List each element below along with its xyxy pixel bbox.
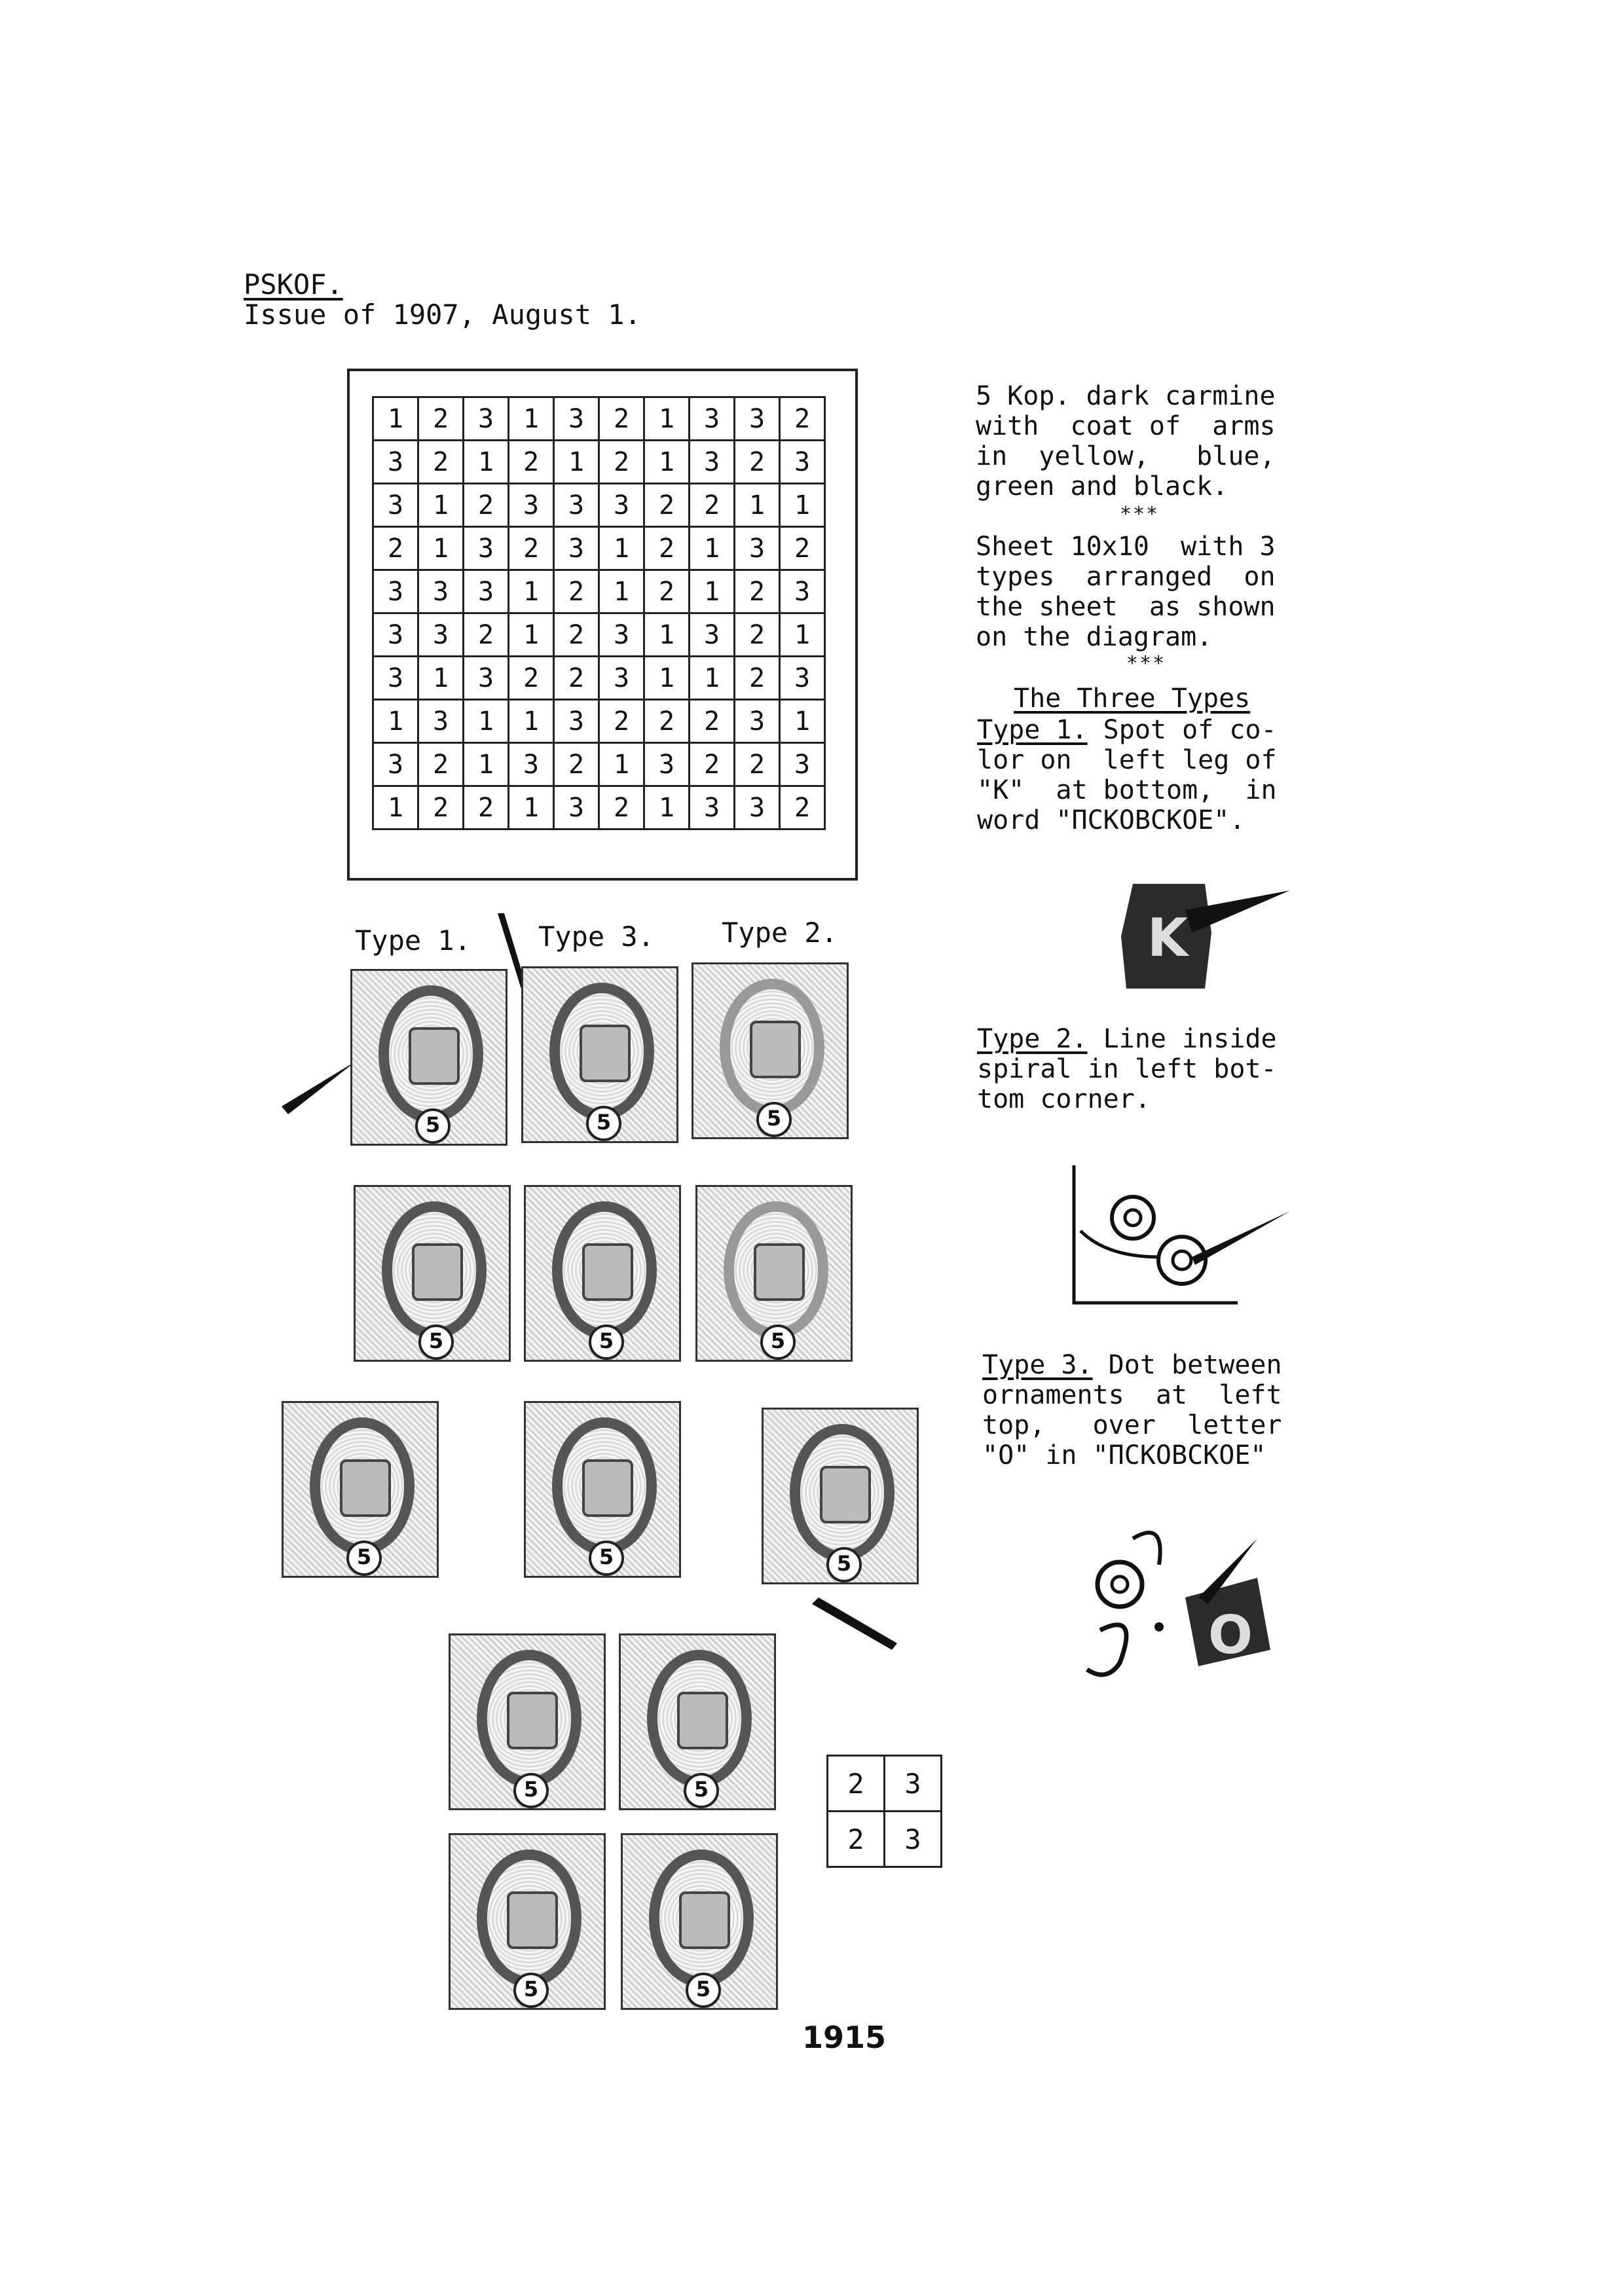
grid-cell: 2 <box>599 700 644 743</box>
grid-cell: 3 <box>509 743 554 786</box>
type-label-3: Type 3. <box>538 920 655 953</box>
stamp: 5 <box>762 1408 919 1584</box>
letter-k-glyph: K <box>1147 907 1188 968</box>
grid-cell: 1 <box>464 700 509 743</box>
stamp-type-3: 5 <box>521 966 678 1143</box>
stars-divider: *** <box>1119 503 1160 526</box>
spiral-corner-detail <box>1061 1159 1310 1316</box>
description-line: in yellow, blue, <box>976 441 1276 471</box>
page-number: 1915 <box>802 2020 887 2055</box>
grid-cell: 2 <box>690 743 735 786</box>
grid-cell: 2 <box>554 570 599 613</box>
sheet-line: types arranged on <box>976 562 1276 592</box>
grid-cell: 2 <box>735 441 780 484</box>
grid-cell: 1 <box>690 570 735 613</box>
grid-cell: 1 <box>464 743 509 786</box>
stamp-type-1: 5 <box>350 969 507 1146</box>
grid-cell: 1 <box>599 570 644 613</box>
stamp: 5 <box>524 1401 681 1578</box>
grid-cell: 2 <box>509 441 554 484</box>
stamp: 5 <box>695 1185 853 1362</box>
grid-cell: 2 <box>690 484 735 527</box>
page-title: PSKOF. <box>244 268 343 301</box>
grid-cell: 1 <box>373 397 418 441</box>
letter-k-detail <box>1107 871 1303 1002</box>
grid-cell: 2 <box>599 397 644 441</box>
type1-line: lor on left leg of <box>977 745 1277 775</box>
grid-cell: 2 <box>554 613 599 657</box>
grid-cell: 2 <box>509 657 554 700</box>
grid-cell: 3 <box>599 657 644 700</box>
type1-line: word "ПСКОВСКОЕ". <box>977 805 1246 835</box>
types-heading: The Three Types <box>1014 683 1251 714</box>
grid-cell: 2 <box>735 657 780 700</box>
type2-line1: Type 2. Line inside <box>977 1024 1277 1054</box>
grid-cell: 3 <box>735 700 780 743</box>
grid-cell: 2 <box>735 613 780 657</box>
grid-cell: 3 <box>373 657 418 700</box>
type2-line: spiral in left bot- <box>977 1054 1277 1084</box>
grid-cell: 2 <box>780 397 825 441</box>
type-label-1: Type 1. <box>355 924 471 957</box>
type-label-2: Type 2. <box>722 917 838 949</box>
grid-cell: 3 <box>418 570 464 613</box>
grid-cell: 1 <box>780 700 825 743</box>
grid-cell: 3 <box>554 786 599 829</box>
pair-cell: 2 <box>828 1756 885 1812</box>
letter-o-glyph: O <box>1208 1605 1253 1666</box>
issue-date: Issue of 1907, August 1. <box>244 299 641 331</box>
grid-cell: 1 <box>509 613 554 657</box>
grid-cell: 1 <box>509 570 554 613</box>
grid-cell: 3 <box>373 441 418 484</box>
grid-cell: 2 <box>599 441 644 484</box>
grid-cell: 3 <box>373 570 418 613</box>
description-line: with coat of arms <box>976 411 1276 441</box>
grid-cell: 1 <box>418 527 464 570</box>
grid-cell: 2 <box>418 786 464 829</box>
pair-row <box>828 1756 942 1812</box>
type3-line1: Type 3. Dot between <box>982 1350 1282 1380</box>
type3-line: top, over letter <box>982 1410 1282 1440</box>
grid-cell: 1 <box>644 657 690 700</box>
grid-cell: 1 <box>644 786 690 829</box>
grid-cell: 3 <box>780 657 825 700</box>
grid-cell: 3 <box>780 441 825 484</box>
grid-cell: 1 <box>554 441 599 484</box>
type1-label: Type 1. <box>977 715 1088 745</box>
grid-cell: 1 <box>373 700 418 743</box>
grid-cell: 1 <box>373 786 418 829</box>
grid-cell: 3 <box>464 570 509 613</box>
grid-cell: 2 <box>780 527 825 570</box>
grid-cell: 3 <box>554 700 599 743</box>
sheet-line: Sheet 10x10 with 3 <box>976 532 1276 562</box>
stamp: 5 <box>619 1633 776 1810</box>
grid-cell: 1 <box>780 484 825 527</box>
grid-cell: 3 <box>373 484 418 527</box>
stamp: 5 <box>621 1833 778 2010</box>
stamp: 5 <box>354 1185 511 1362</box>
grid-cell: 1 <box>690 527 735 570</box>
grid-cell: 2 <box>644 484 690 527</box>
type3-line: "O" in "ПСКОВСКОЕ" <box>982 1440 1266 1470</box>
stars-divider: *** <box>1126 652 1166 675</box>
grid-cell: 3 <box>464 527 509 570</box>
grid-cell: 2 <box>464 613 509 657</box>
grid-cell: 2 <box>554 743 599 786</box>
description-line: green and black. <box>976 471 1228 501</box>
grid-cell: 3 <box>735 786 780 829</box>
grid-cell: 1 <box>464 441 509 484</box>
type3-line: ornaments at left <box>982 1380 1282 1410</box>
grid-cell: 1 <box>509 786 554 829</box>
sheet-line: on the diagram. <box>976 622 1213 652</box>
grid-cell: 1 <box>644 397 690 441</box>
grid-cell: 1 <box>509 700 554 743</box>
grid-cell: 1 <box>644 441 690 484</box>
grid-cell: 1 <box>418 657 464 700</box>
grid-cell: 3 <box>373 613 418 657</box>
grid-cell: 3 <box>780 570 825 613</box>
grid-cell: 2 <box>464 484 509 527</box>
pair-row <box>828 1812 942 1867</box>
stamp-type-2: 5 <box>692 962 849 1139</box>
grid-cell: 3 <box>418 613 464 657</box>
stamp: 5 <box>449 1633 606 1810</box>
grid-cell: 3 <box>373 743 418 786</box>
grid-cell: 1 <box>780 613 825 657</box>
type3-label: Type 3. <box>982 1350 1093 1380</box>
grid-cell: 2 <box>554 657 599 700</box>
grid-cell: 3 <box>599 613 644 657</box>
pair-block-diagram <box>826 1755 942 1868</box>
grid-cell: 2 <box>509 527 554 570</box>
grid-cell: 1 <box>690 657 735 700</box>
grid-cell: 3 <box>554 527 599 570</box>
grid-cell: 3 <box>735 397 780 441</box>
grid-cell: 3 <box>464 397 509 441</box>
grid-cell: 2 <box>418 441 464 484</box>
grid-cell: 3 <box>735 527 780 570</box>
stamp: 5 <box>282 1401 439 1578</box>
type2-line: tom corner. <box>977 1084 1151 1114</box>
grid-cell: 2 <box>644 527 690 570</box>
grid-cell: 1 <box>644 613 690 657</box>
grid-cell: 3 <box>418 700 464 743</box>
grid-cell: 2 <box>373 527 418 570</box>
type1-line1: Type 1. Spot of co- <box>977 715 1277 745</box>
sheet-line: the sheet as shown <box>976 592 1276 622</box>
grid-cell: 2 <box>644 700 690 743</box>
type1-line: "K" at bottom, in <box>977 775 1277 805</box>
grid-cell: 3 <box>644 743 690 786</box>
grid-cell: 2 <box>418 743 464 786</box>
grid-cell: 3 <box>780 743 825 786</box>
pair-cell: 3 <box>885 1756 942 1812</box>
grid-cell: 3 <box>599 484 644 527</box>
letter-o-detail <box>1061 1499 1283 1696</box>
grid-cell: 2 <box>735 743 780 786</box>
grid-cell: 3 <box>690 786 735 829</box>
stamp: 5 <box>524 1185 681 1362</box>
grid-cell: 2 <box>690 700 735 743</box>
grid-cell: 2 <box>644 570 690 613</box>
grid-cell: 2 <box>599 786 644 829</box>
grid-cell: 1 <box>599 743 644 786</box>
grid-cell: 3 <box>554 484 599 527</box>
grid-cell: 2 <box>780 786 825 829</box>
grid-cell: 3 <box>690 441 735 484</box>
description-line: 5 Kop. dark carmine <box>976 381 1276 411</box>
grid-cell: 3 <box>509 484 554 527</box>
grid-cell: 1 <box>599 527 644 570</box>
grid-cell: 1 <box>735 484 780 527</box>
type2-label: Type 2. <box>977 1024 1088 1054</box>
grid-cell: 1 <box>509 397 554 441</box>
grid-cell: 2 <box>735 570 780 613</box>
stamp: 5 <box>449 1833 606 2010</box>
grid-cell: 3 <box>690 613 735 657</box>
grid-cell: 2 <box>464 786 509 829</box>
grid-cell: 2 <box>418 397 464 441</box>
pair-cell: 2 <box>828 1812 885 1867</box>
grid-cell: 3 <box>464 657 509 700</box>
pair-cell: 3 <box>885 1812 942 1867</box>
grid-cell: 3 <box>554 397 599 441</box>
grid-cell: 3 <box>690 397 735 441</box>
grid-cell: 1 <box>418 484 464 527</box>
